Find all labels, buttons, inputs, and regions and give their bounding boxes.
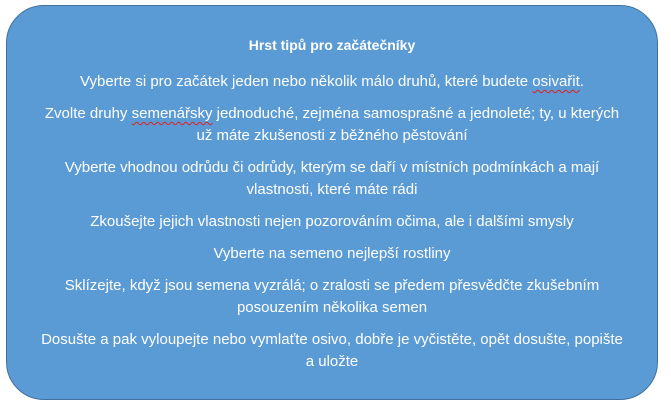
tip-text-tail: jednoduché, zejména samosprašné a jednoleté; ty, u kterých už máte zkušenosti z běžného pěstování	[196, 105, 620, 144]
tip-item-7	[37, 329, 627, 373]
tip-item-6	[37, 275, 627, 319]
tip-item-1	[37, 71, 627, 93]
spellcheck-flagged-word[interactable]: osivařit	[532, 73, 580, 90]
tip-item-5	[37, 243, 627, 265]
tip-text: Vyberte na semeno nejlepší rostliny	[213, 245, 451, 262]
tip-item-2	[37, 103, 627, 147]
tip-item-4	[37, 211, 627, 233]
tip-text: Dosušte a pak vyloupejte nebo vymlaťte osivo, dobře je vyčistěte, opět dosušte, popište a uložte	[41, 331, 623, 370]
tip-text: Vyberte si pro začátek jeden nebo několik málo druhů, které budete	[80, 73, 533, 90]
tip-text: Vyberte vhodnou odrůdu či odrůdy, kterým se daří v místních podmínkách a mají vlastnosti, které máte rádi	[64, 159, 600, 198]
tip-text-tail: .	[579, 73, 584, 90]
tip-item-3	[37, 157, 627, 201]
panel-title: Hrst tipů pro začátečníky	[248, 37, 416, 53]
spellcheck-flagged-word[interactable]: semenářsky	[131, 105, 213, 122]
tip-text: Zvolte druhy	[44, 105, 132, 122]
tip-text: Zkoušejte jejich vlastnosti nejen pozorováním očima, ale i dalšími smysly	[90, 213, 574, 230]
tips-panel	[6, 5, 658, 400]
tip-text: Sklízejte, když jsou semena vyzrálá; o zralosti se předem přesvědčte zkušebním posouzením několika semen	[64, 277, 600, 316]
